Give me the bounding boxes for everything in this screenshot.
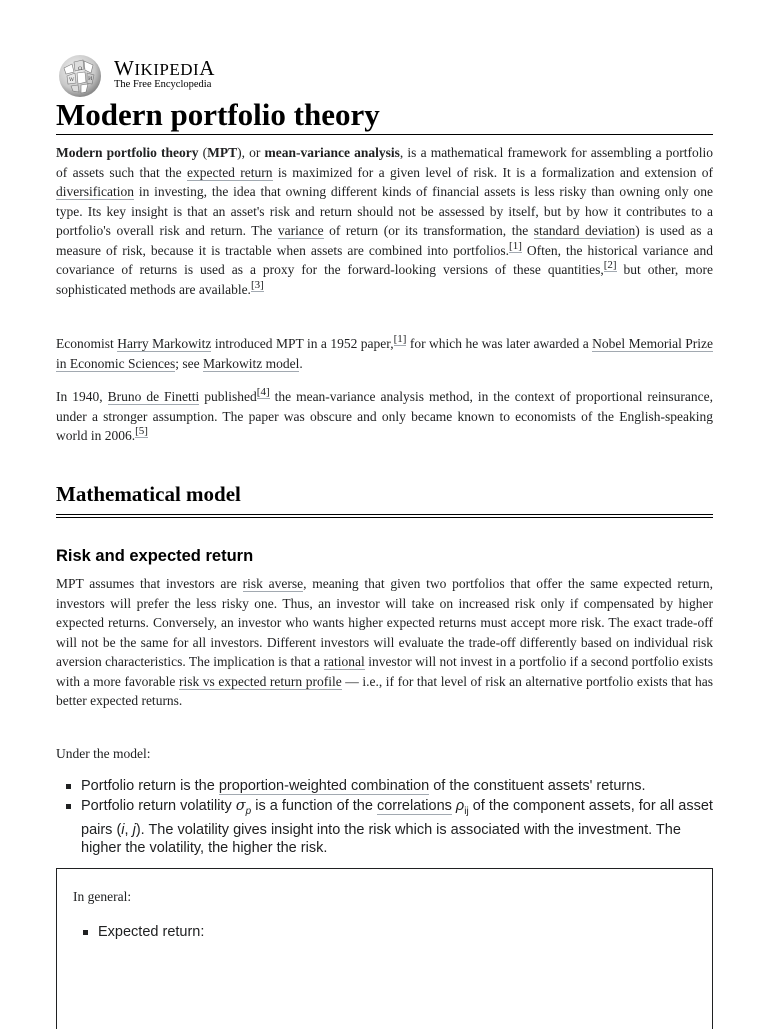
text: of the constituent assets' returns.	[429, 778, 646, 794]
subsection-heading-risk: Risk and expected return	[56, 547, 254, 565]
text: introduced MPT in a 1952 paper,	[211, 336, 394, 351]
citation-3[interactable]: [3]	[250, 278, 264, 291]
var-j: j	[132, 821, 136, 838]
link-risk-vs-expected-return[interactable]: risk vs expected return profile	[178, 673, 342, 689]
text: In 1940,	[56, 389, 108, 404]
citation-2[interactable]: [2]	[603, 259, 617, 271]
text: is maximized for a given level of risk. It is a formalization and extension of	[272, 164, 713, 180]
text: Portfolio return volatility	[81, 798, 236, 814]
link-proportion-weighted[interactable]: proportion-weighted combination	[218, 778, 430, 794]
text: of the component assets, for all asset pairs (	[81, 798, 713, 838]
intro-paragraph-1	[56, 143, 713, 299]
term-abbr: MPT	[207, 145, 238, 160]
citation-5[interactable]: [5]	[135, 425, 148, 437]
link-harry-markowitz[interactable]: Harry Markowitz	[117, 336, 212, 351]
citation-1[interactable]: [1]	[393, 333, 407, 345]
text: — i.e., if for that level of risk an alternative portfolio exists that has better expected returns.	[56, 673, 713, 708]
text: ; see	[175, 355, 203, 371]
list-item: Expected return:	[73, 923, 693, 941]
link-bruno-de-finetti[interactable]: Bruno de Finetti	[107, 389, 200, 404]
under-the-model: Under the model:	[56, 746, 151, 761]
link-nobel-prize[interactable]: Nobel Memorial Prize in Economic Sciences	[56, 336, 714, 371]
text: of return (or its transformation, the	[323, 223, 534, 238]
text: (	[198, 145, 208, 160]
list-item	[56, 777, 713, 795]
wordmark-w: W	[114, 56, 135, 80]
sigma-subscript: p	[245, 805, 252, 817]
text: ,	[124, 821, 133, 838]
text: investor will not invest in a portfolio if a second portfolio exists with a more favorable	[56, 654, 713, 689]
text: , is a mathematical framework for assembling a portfolio of assets such that the	[56, 145, 714, 180]
in-general-list	[73, 923, 693, 943]
text: MPT assumes that investors are	[56, 576, 243, 591]
text: for which he was later awarded a	[406, 336, 593, 351]
rho-subscript: ij	[464, 805, 469, 817]
wordmark-end: A	[199, 56, 215, 80]
link-risk-averse[interactable]: risk averse	[242, 576, 304, 591]
text: is a function of the	[251, 798, 377, 814]
model-bullet-list	[56, 777, 713, 859]
svg-text:И: И	[88, 76, 93, 82]
page-title: Modern portfolio theory	[56, 96, 713, 135]
text: the mean-variance analysis method, in the context of proportional reinsurance, under a stronger assumption. The paper was obscure and only became known to economists of the English-speaking world in 2006.	[56, 389, 714, 443]
link-rational[interactable]: rational	[323, 654, 365, 669]
text: ). The volatility gives insight into the risk which is associated with the investment. The higher the volatility, the higher the risk.	[81, 821, 681, 856]
text: ) is used as a measure of risk, because it is tractable when assets are combined into portfolios.	[56, 223, 713, 258]
wikipedia-globe-logo[interactable]	[56, 54, 104, 98]
text: Portfolio return is the	[81, 778, 219, 794]
text: ), or	[237, 145, 265, 160]
link-markowitz-model[interactable]: Markowitz model	[202, 355, 300, 371]
intro-paragraph-3	[56, 387, 713, 446]
text: , meaning that given two portfolios that offer the same expected return, investors will prefer the less risky one. Thus, an investor will take on increased risk only if compensated by higher expected returns. Conversely, an investor who wants higher expected returns must accept more risk. The exact trade-off will not be the same for all investors. Different investors will evaluate the trade-off differently based on individual risk aversion characteristics. The implication is that a	[56, 576, 713, 669]
text: Economist	[56, 336, 118, 351]
intro-paragraph-2	[56, 334, 713, 373]
list-item	[56, 797, 713, 857]
link-diversification[interactable]: diversification	[56, 184, 134, 199]
in-general-label: In general:	[73, 889, 132, 904]
term-mean-variance: mean-variance analysis	[264, 145, 400, 160]
term-mpt: Modern portfolio theory	[56, 145, 199, 160]
link-variance[interactable]: variance	[277, 223, 324, 238]
wordmark-middle: IKIPEDI	[134, 60, 200, 79]
link-correlations[interactable]: correlations	[376, 798, 452, 814]
sigma-symbol: σ	[235, 798, 246, 814]
link-expected-return[interactable]: expected return	[186, 164, 273, 180]
in-general-box	[56, 868, 713, 1029]
var-i: i	[121, 821, 125, 838]
link-standard-deviation[interactable]: standard deviation	[533, 223, 636, 238]
section-heading-mathematical-model: Mathematical model	[56, 480, 713, 518]
tagline: The Free Encyclopedia	[114, 79, 212, 90]
text: published	[199, 389, 257, 404]
text: but other, more sophisticated methods are available.	[56, 262, 713, 297]
risk-paragraph	[56, 574, 713, 711]
citation-1[interactable]: [1]	[509, 239, 522, 252]
rho-symbol: ρ	[451, 798, 465, 814]
text: in investing, the idea that owning different kinds of financial assets is less risky than owning only one type. Its key insight is that an asset's risk and return should not be assessed by itself, but by how it contributes to a portfolio's overall risk and return. The	[56, 184, 713, 238]
svg-text:Ω: Ω	[78, 66, 83, 72]
svg-text:W: W	[69, 77, 75, 83]
citation-4[interactable]: [4]	[256, 386, 270, 398]
text: .	[299, 355, 303, 371]
text: Often, the historical variance and covariance of returns is used as a proxy for the forward-looking versions of these quantities,	[56, 242, 713, 277]
wikipedia-wordmark[interactable]	[114, 56, 215, 81]
